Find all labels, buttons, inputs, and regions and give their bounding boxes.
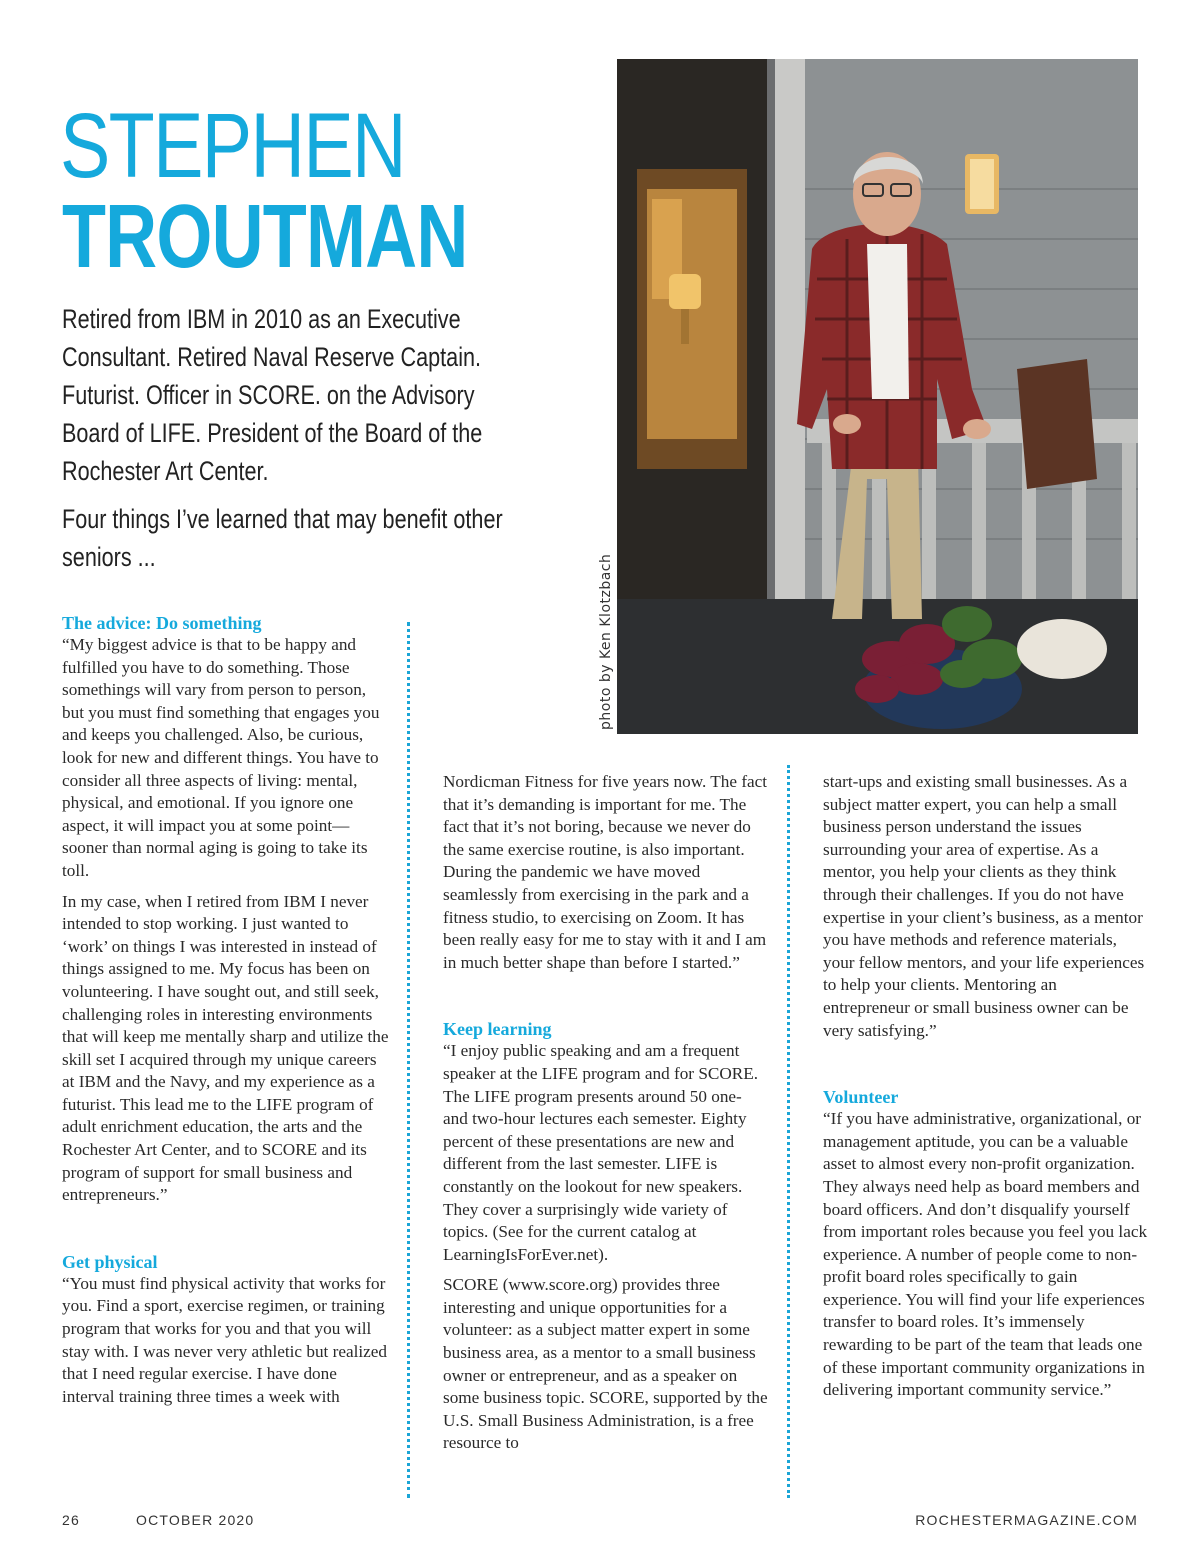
paragraph: SCORE (www.score.org) provides three interesting and unique opportunities for a volunteer: as a subject matter expert in some business area, as a mentor to a small business owner or entrepreneur, and as a speaker on some business topic. SCORE, supported by the U.S. Small Business Administration, is a free resource to (443, 1275, 768, 1453)
heading-volunteer: Volunteer (823, 1087, 899, 1108)
portrait-photo (617, 59, 1138, 734)
photo-credit: photo by Ken Klotzbach (598, 553, 614, 730)
title-first-name: STEPHEN (60, 95, 405, 197)
heading-keep-learning: Keep learning (443, 1019, 552, 1040)
paragraph: “I enjoy public speaking and am a frequent speaker at the LIFE program and for SCORE. The LIFE program presents around 50 one- and two-hour lectures each semester. Eighty percent of these presentations are new and different from the last semester. LIFE is constantly on the lookout for new speakers. They cover a surprisingly wide variety of topics. (See for the current catalog at LearningIsForEver.net). (443, 1041, 759, 1264)
intro (62, 300, 510, 586)
intro-lead: Four things I’ve learned that may benefit other seniors ... (62, 504, 503, 572)
column-divider (787, 765, 790, 1498)
title-last-name: TROUTMAN (62, 187, 468, 287)
article-column-2 (443, 771, 768, 1463)
website-link[interactable]: ROCHESTERMAGAZINE.COM (915, 1512, 1138, 1528)
heading-get-physical: Get physical (62, 1251, 158, 1272)
paragraph: “My biggest advice is that to be happy and fulfilled you have to do something. Those somethings will vary from person to person, but you must find something that engages you and keeps you challenged. Also, be curious, look for new and different things. You have to consider all three aspects of living: mental, physical, and emotional. If you ignore one aspect, it will impact you at some point—sooner than normal aging is going to take its toll. (62, 635, 380, 880)
paragraph: “If you have administrative, organizational, or management aptitude, you can be a valuable asset to almost every non-profit organization. They always need help as board members and board officers. And don’t disqualify yourself from important roles because you feel you lack experience. A number of people come to non-profit board roles specifically to gain experience. You will find your life experiences transfer to board roles. It’s immensely rewarding to be part of the team that leads one of these important community organizations in delivering important community service.” (823, 1109, 1148, 1400)
paragraph: Nordicman Fitness for five years now. The fact that it’s demanding is important for me. The fact that it’s not boring, because we never do the same exercise routine, is also important. During the pandemic we have moved seamlessly from exercising in the park and a fitness studio, to exercising on Zoom. It has been really easy for me to stay with it and I am in much better shape than before I started.” (443, 772, 768, 972)
intro-bio: Retired from IBM in 2010 as an Executive Consultant. Retired Naval Reserve Captain. Futurist. Officer in SCORE. on the Advisory Board of LIFE. President of the Board of the Rochester Art Center. (62, 304, 483, 486)
heading-do-something: The advice: Do something (62, 613, 262, 633)
page-number: 26 (62, 1512, 80, 1528)
paragraph: “You must find physical activity that works for you. Find a sport, exercise regimen, or training program that works for you and that you will stay with. I was never very athletic but realized that I need regular exercise. I have done interval training three times a week with (62, 1273, 388, 1406)
article-column-1 (62, 612, 392, 1416)
issue-date: OCTOBER 2020 (136, 1512, 255, 1528)
column-divider (407, 622, 410, 1498)
paragraph: In my case, when I retired from IBM I never intended to stop working. I just wanted to ‘work’ on things I was interested in instead of things assigned to me. My focus has been on volunteering. I have sought out, and still seek, challenging roles in interesting environments that will keep me mentally sharp and utilize the skill set I acquired through my unique careers at IBM and the Navy, and my experience as a futurist. This lead me to the LIFE program of adult enrichment education, the arts and the Rochester Art Center, and to SCORE and its program of support for small business and entrepreneurs.” (62, 891, 389, 1205)
article-column-3 (823, 771, 1148, 1410)
portrait-illustration (617, 59, 1138, 734)
paragraph: start-ups and existing small businesses. As a subject matter expert, you can help a small business person understand the issues surrounding your area of expertise. As a mentor, you help your clients as they think through their challenges. If you do not have expertise in your client’s business, as a mentor you have methods and reference materials, your fellow mentors, and your life experiences to help your clients. Mentoring an entrepreneur or small business owner can be very satisfying.” (823, 772, 1145, 1040)
